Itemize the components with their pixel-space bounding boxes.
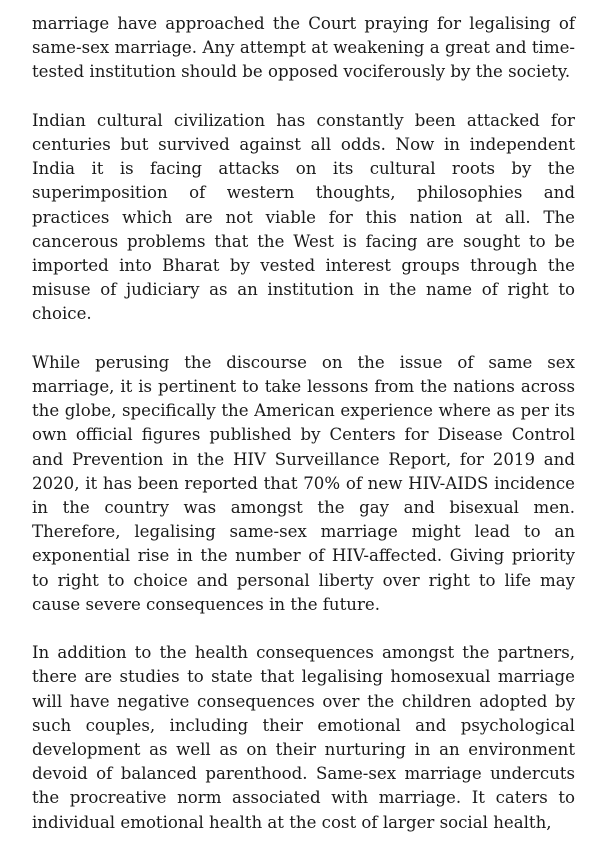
paragraph-2: Indian cultural civilization has constantly been attacked for centuries but survived against all odds. Now in independent India it is facing attacks on its cultural roots by the superimposition of western thoughts, philosophies and practices which are not viable for this nation at all. The cancerous problems that the West is facing are sought to be imported into Bharat by vested interest groups through the misuse of judiciary as an institution in the name of right to choice. <box>32 110 575 324</box>
paragraph-1: marriage have approached the Court praying for legalising of same-sex marriage. Any attempt at weakening a great and time-tested institution should be opposed vociferously by the society. <box>32 14 575 82</box>
paragraph-3: While perusing the discourse on the issue of same sex marriage, it is pertinent to take lessons from the nations across the globe, specifically the American experience where as per its own official figures published by Centers for Disease Control and Prevention in the HIV Surveillance Report, for 2019 and 2020, it has been reported that 70% of new HIV-AIDS incidence in the country was amongst the gay and bisexual men. Therefore, legalising same-sex marriage might lead to an exponential rise in the number of HIV-affected. Giving priority to right to choice and personal liberty over right to life may cause severe consequences in the future. <box>32 352 575 614</box>
paragraph-4: In addition to the health consequences amongst the partners, there are studies to state that legalising homosexual marriage will have negative consequences over the children adopted by such couples, including their emotional and psychological development as well as on their nurturing in an environment devoid of balanced parenthood. Same-sex marriage undercuts the procreative norm associated with marriage. It caters to individual emotional health at the cost of larger social health, <box>32 643 575 832</box>
